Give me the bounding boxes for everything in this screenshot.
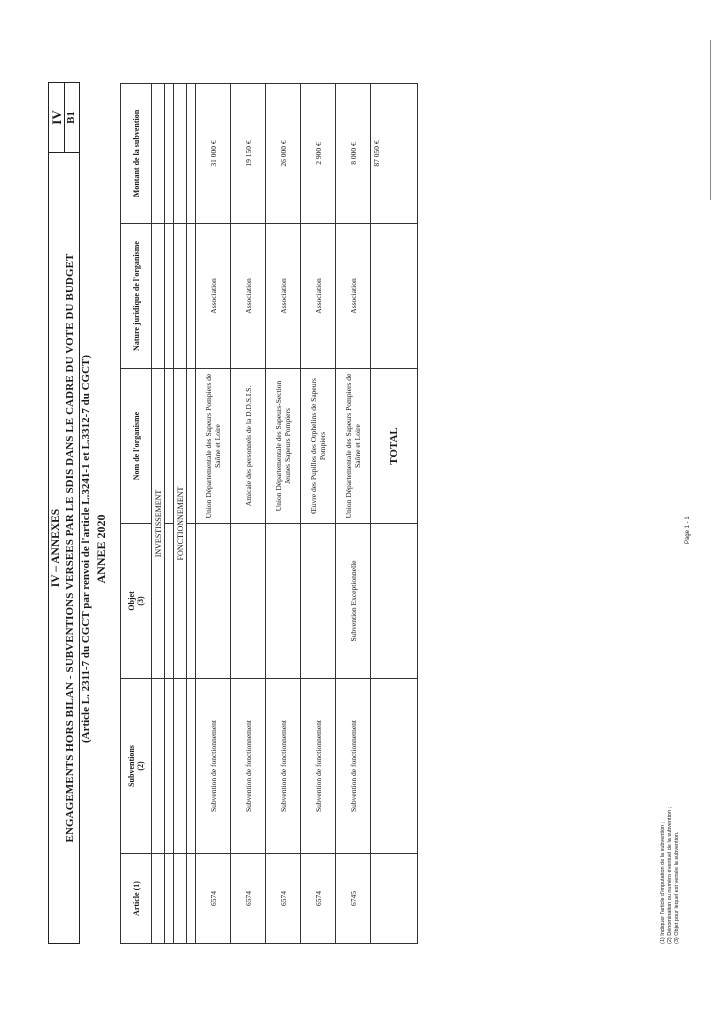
footnote-2: (2) Dénomination ou numéro éventuel de la subvention ; [667,807,673,944]
cell-objet: Subvention Exceptionnelle [336,524,371,679]
header-code-bottom: B1 [64,83,77,152]
header-box [48,82,80,944]
col-header-montant: Montant de la subvention [121,84,152,224]
cell-article: 6574 [231,854,266,944]
table-row [301,84,336,944]
section-row-investissement [152,84,165,944]
cell-nature: Association [266,224,301,369]
section-label-fonctionnement: FONCTIONNEMENT [174,369,187,679]
cell-subvention: Subvention de fonctionnement [336,679,371,854]
cell-organisme: Œuvre des Pupilles des Orphelins de Sapeurs Pompiers [301,369,336,524]
cell-objet [301,524,336,679]
total-row [371,84,418,944]
table-row [336,84,371,944]
cell-objet [196,524,231,679]
cell-organisme: Union Départementale des Sapeurs-Section Jeunes Sapeurs Pompiers [266,369,301,524]
cell-subvention: Subvention de fonctionnement [231,679,266,854]
cell-subvention: Subvention de fonctionnement [196,679,231,854]
cell-montant: 31 000 € [196,84,231,224]
table-row [231,84,266,944]
header-code-top: IV [49,110,64,125]
page-number: Page 1 - 1 [685,516,691,544]
cell-subvention: Subvention de fonctionnement [301,679,336,854]
gap-row [165,84,174,944]
section-row-fonctionnement [174,84,187,944]
cell-subvention: Subvention de fonctionnement [266,679,301,854]
total-label: TOTAL [371,369,418,524]
cell-article: 6745 [336,854,371,944]
cell-article: 6574 [301,854,336,944]
total-value: 87 050 € [371,84,418,224]
header-subtitle-article: (Article L. 2311-7 du CGCT par renvoi de l'article L.3241-1 et L.3312-7 du CGCT) [80,354,92,744]
cell-nature: Association [231,224,266,369]
footnotes [660,807,681,944]
col-header-subventions: Subventions (2) [121,679,152,854]
cell-objet [231,524,266,679]
col-header-article: Article (1) [121,854,152,944]
cell-article: 6574 [196,854,231,944]
cell-article: 6574 [266,854,301,944]
cell-nature: Association [301,224,336,369]
cell-nature: Association [196,224,231,369]
header-title-engagements: ENGAGEMENTS HORS BILAN - SUBVENTIONS VERSEES PAR LE SDIS DANS LE CADRE DU VOTE DU BUDGET [64,253,76,843]
subventions-table [120,83,418,944]
cell-nature: Association [336,224,371,369]
cell-montant: 2 900 € [301,84,336,224]
cell-organisme: Amicale des personnels de la D.D.S.I.S. [231,369,266,524]
footnote-1: (1) Indiquer l'article d'imputation de la subvention ; [660,821,666,944]
section-label-investissement: INVESTISSEMENT [152,369,165,679]
cell-organisme: Union Départementale des Sapeurs Pompiers de Saône et Loire [336,369,371,524]
table-row [266,84,301,944]
table-header-row [121,84,152,944]
table-row [196,84,231,944]
gap-row [187,84,196,944]
cell-objet [266,524,301,679]
cell-organisme: Union Départementale des Sapeurs Pompiers de Saône et Loire [196,369,231,524]
header-title-cell [49,152,79,943]
header-subtitle-year: ANNEE 2020 [94,514,108,584]
footnote-3: (3) Objet pour lequel est versée la subvention. [674,831,680,944]
cell-montant: 8 000 € [336,84,371,224]
col-header-organisme: Nom de l'organisme [121,369,152,524]
cell-montant: 26 000 € [266,84,301,224]
header-title-annexes: IV – ANNEXES [50,508,62,588]
cell-montant: 19 150 € [231,84,266,224]
col-header-objet: Objet (3) [121,524,152,679]
col-header-nature: Nature juridique de l'organisme [121,224,152,369]
header-code-cell [49,83,79,152]
